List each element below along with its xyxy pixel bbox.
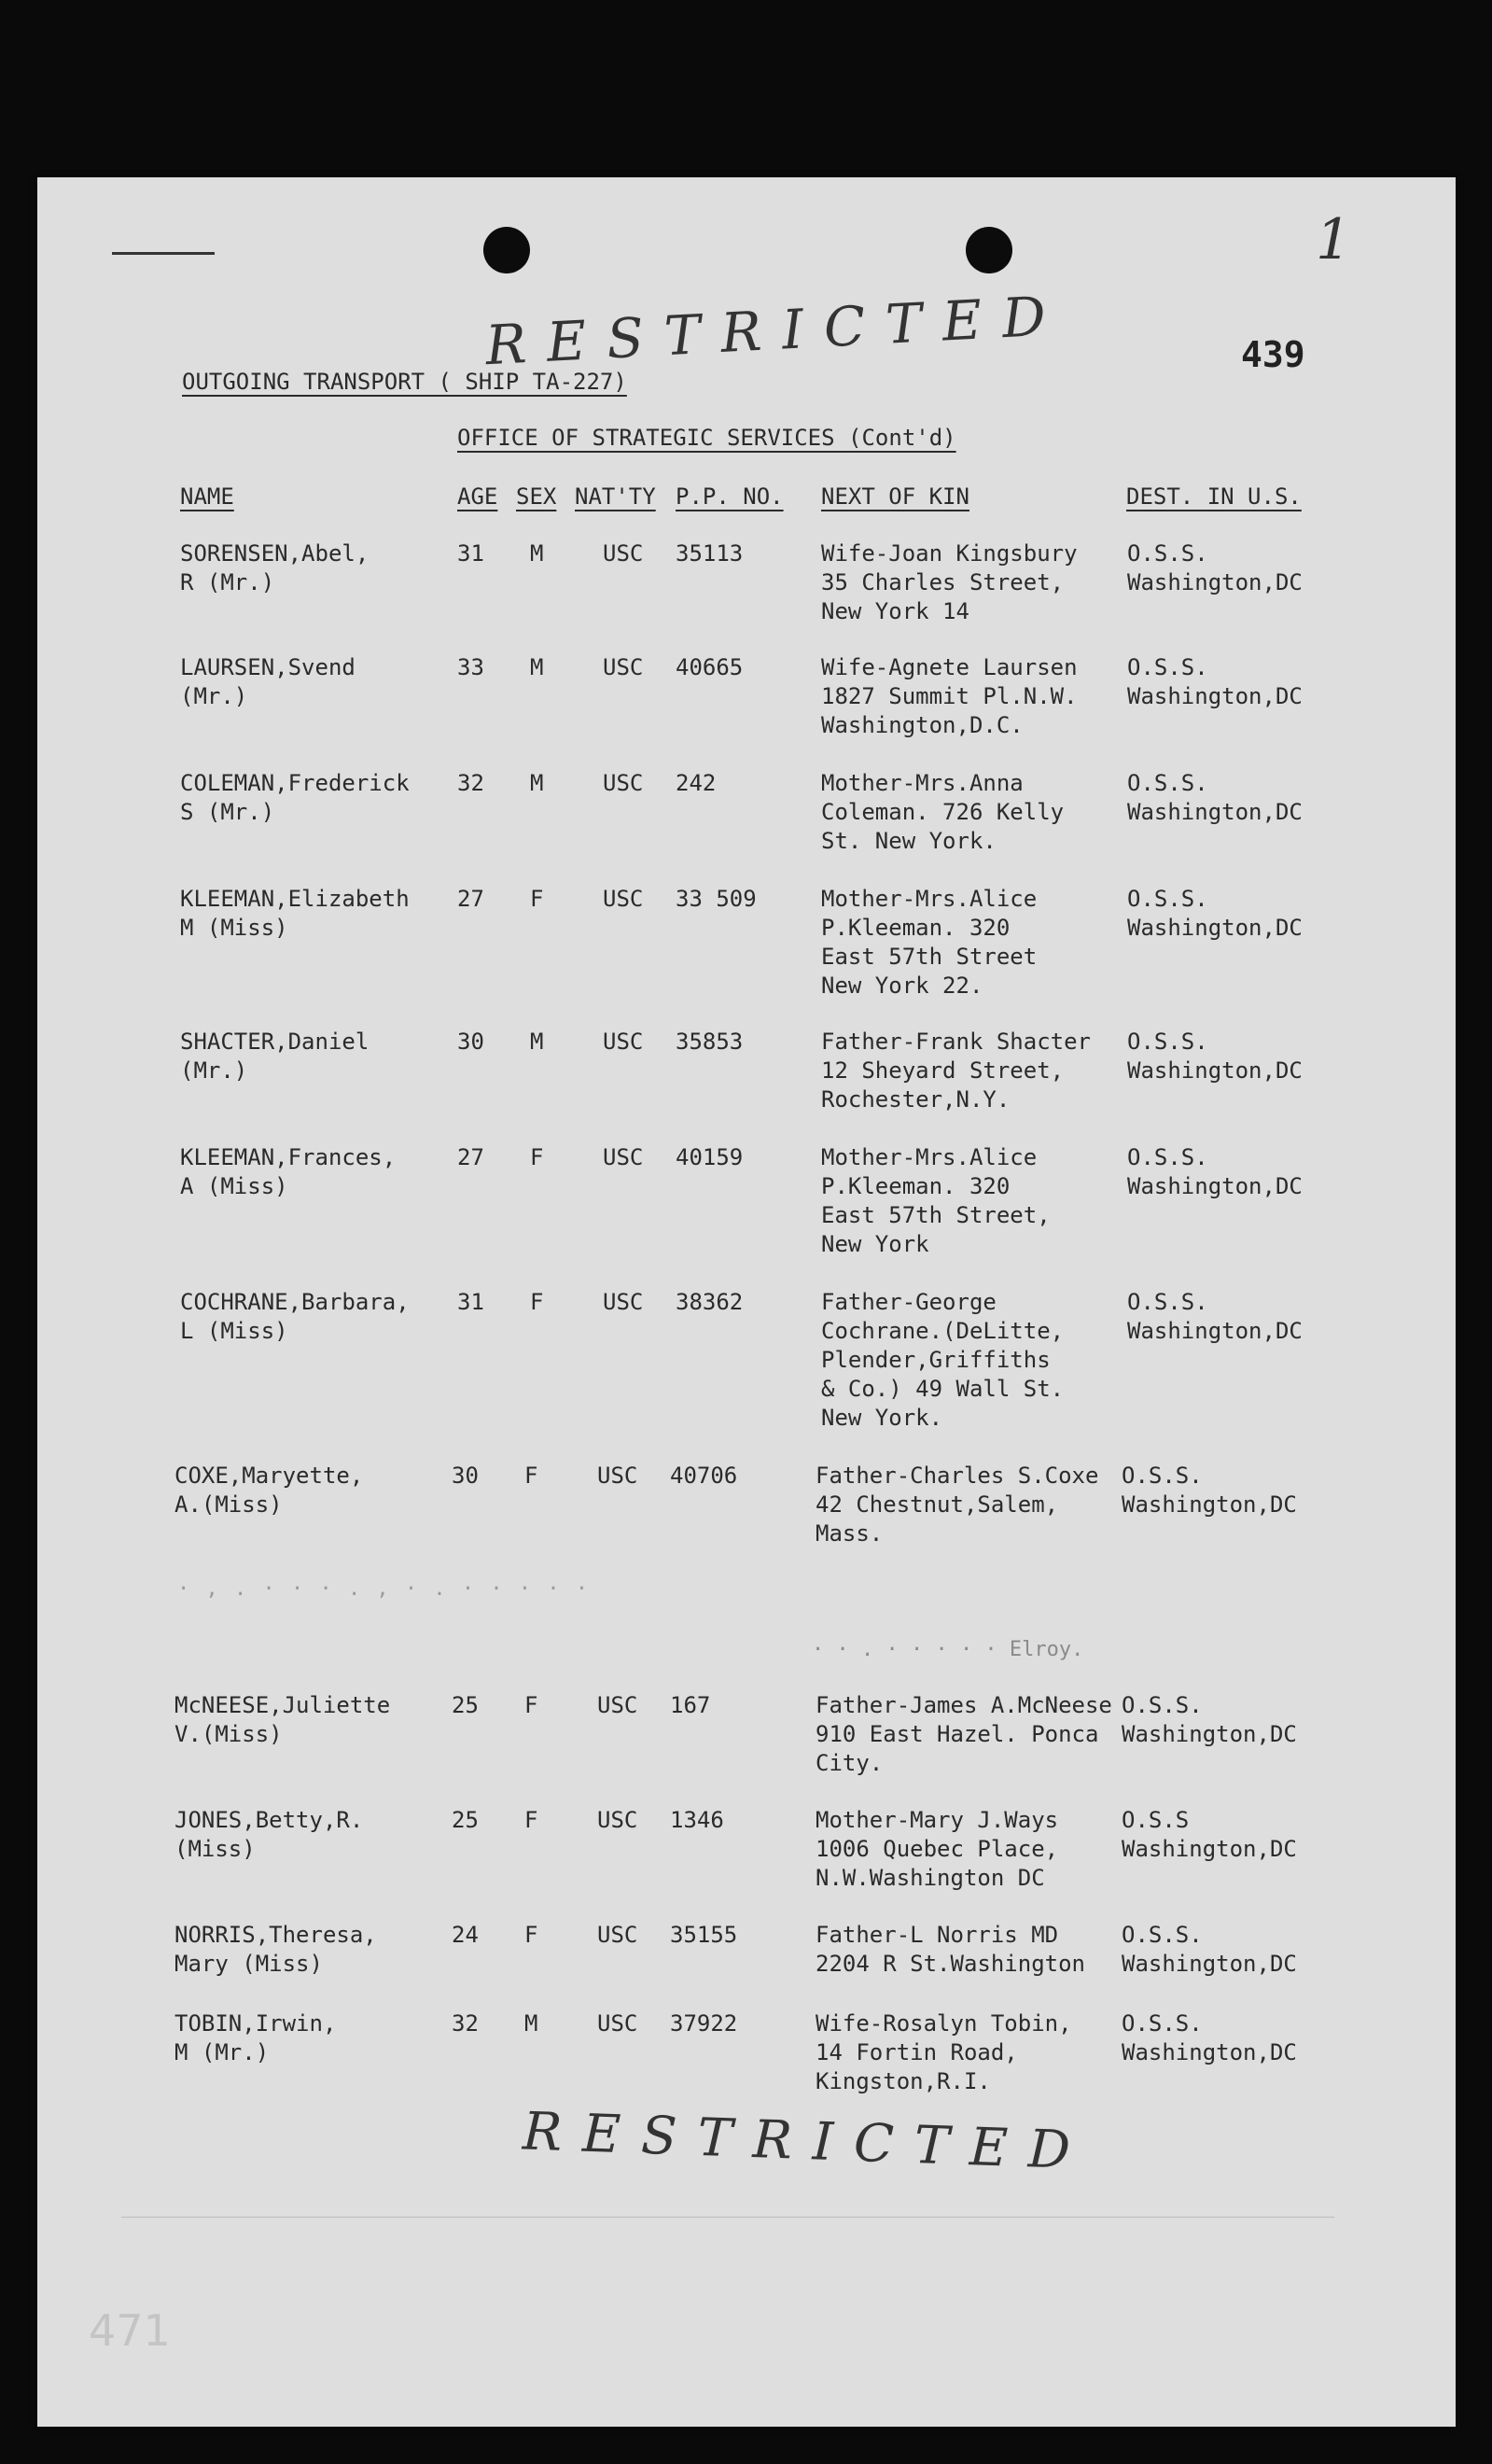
- passenger-destination: [1122, 2009, 1297, 2067]
- passenger-name: [180, 539, 369, 597]
- passenger-sex: M: [530, 770, 544, 796]
- passenger-next-of-kin: [816, 1806, 1058, 1893]
- passenger-age: 30: [452, 1463, 479, 1489]
- passenger-destination-line: O.S.S.: [1127, 540, 1208, 567]
- passenger-destination-line: O.S.S: [1122, 1807, 1190, 1833]
- passenger-next-of-kin-line: Mother-Mrs.Alice: [821, 1144, 1038, 1170]
- passenger-name-line: McNEESE,Juliette: [174, 1692, 391, 1718]
- passenger-name-line: COXE,Maryette,: [174, 1463, 364, 1489]
- passenger-next-of-kin-line: East 57th Street,: [821, 1202, 1051, 1228]
- passenger-next-of-kin-line: Father-Charles S.Coxe: [816, 1463, 1099, 1489]
- passenger-next-of-kin-line: P.Kleeman. 320: [821, 915, 1011, 941]
- passenger-next-of-kin-line: Wife-Rosalyn Tobin,: [816, 2010, 1072, 2037]
- page-number: 439: [1241, 334, 1305, 375]
- passenger-pp-no: 38362: [676, 1289, 744, 1315]
- passenger-next-of-kin-line: 35 Charles Street,: [821, 569, 1065, 595]
- column-header-age: AGE: [457, 483, 498, 510]
- passenger-name-line: COLEMAN,Frederick: [180, 770, 410, 796]
- section-title: OFFICE OF STRATEGIC SERVICES (Cont'd): [457, 425, 956, 451]
- column-header-nationality: NAT'TY: [575, 483, 656, 510]
- passenger-next-of-kin-line: Father-George: [821, 1289, 997, 1315]
- corner-mark: 1: [1316, 207, 1352, 273]
- passenger-name-line: M (Mr.): [174, 2039, 270, 2065]
- passenger-destination-line: Washington,DC: [1122, 1951, 1297, 1977]
- passenger-sex: M: [524, 2010, 538, 2037]
- passenger-next-of-kin-line: N.W.Washington DC: [816, 1865, 1045, 1891]
- restricted-stamp-top: RESTRICTED: [483, 283, 1068, 378]
- passenger-destination-line: O.S.S.: [1122, 2010, 1203, 2037]
- punch-hole-left: [483, 227, 530, 273]
- passenger-next-of-kin-line: New York 14: [821, 598, 969, 624]
- passenger-name: [174, 1462, 363, 1519]
- passenger-name-line: (Miss): [174, 1836, 256, 1862]
- passenger-name-line: JONES,Betty,R.: [174, 1807, 364, 1833]
- passenger-next-of-kin: [821, 1028, 1091, 1114]
- passenger-sex: F: [530, 886, 544, 912]
- passenger-name-line: NORRIS,Theresa,: [174, 1922, 377, 1948]
- passenger-name: [180, 1028, 369, 1085]
- passenger-age: 31: [457, 540, 484, 567]
- passenger-destination: [1127, 653, 1303, 711]
- passenger-name: [174, 1691, 390, 1749]
- passenger-name-line: SORENSEN,Abel,: [180, 540, 370, 567]
- passenger-next-of-kin-line: P.Kleeman. 320: [821, 1173, 1011, 1199]
- passenger-nationality: USC: [603, 1144, 644, 1170]
- pencil-mark: 471: [89, 2305, 171, 2356]
- passenger-destination: [1127, 769, 1303, 827]
- passenger-pp-no: 37922: [670, 2010, 738, 2037]
- passenger-name-line: COCHRANE,Barbara,: [180, 1289, 410, 1315]
- header-title: OUTGOING TRANSPORT ( SHIP TA-227): [182, 369, 627, 395]
- passenger-next-of-kin: [821, 1143, 1051, 1259]
- passenger-pp-no: 33 509: [676, 886, 757, 912]
- column-header-dest: DEST. IN U.S.: [1126, 483, 1302, 510]
- passenger-next-of-kin: [821, 885, 1037, 1001]
- passenger-next-of-kin-line: Father-James A.McNeese: [816, 1692, 1112, 1718]
- passenger-next-of-kin: [821, 653, 1078, 740]
- bottom-rule: [121, 2217, 1334, 2218]
- passenger-next-of-kin-line: Mother-Mary J.Ways: [816, 1807, 1059, 1833]
- passenger-next-of-kin-line: East 57th Street: [821, 944, 1038, 970]
- passenger-destination-line: Washington,DC: [1122, 1491, 1297, 1518]
- passenger-name-line: S (Mr.): [180, 799, 275, 825]
- passenger-destination: [1122, 1921, 1297, 1979]
- passenger-next-of-kin-line: Coleman. 726 Kelly: [821, 799, 1065, 825]
- passenger-name: [180, 653, 356, 711]
- passenger-next-of-kin-line: 1006 Quebec Place,: [816, 1836, 1059, 1862]
- passenger-name-line: KLEEMAN,Elizabeth: [180, 886, 410, 912]
- passenger-name: [180, 1288, 410, 1346]
- passenger-name-line: KLEEMAN,Frances,: [180, 1144, 397, 1170]
- passenger-pp-no: 167: [670, 1692, 711, 1718]
- passenger-destination: [1127, 1143, 1303, 1201]
- passenger-name-line: R (Mr.): [180, 569, 275, 595]
- passenger-age: 33: [457, 654, 484, 680]
- passenger-destination-line: Washington,DC: [1127, 1173, 1303, 1199]
- passenger-name: [174, 1921, 377, 1979]
- passenger-next-of-kin-line: Wife-Agnete Laursen: [821, 654, 1078, 680]
- passenger-name-line: Mary (Miss): [174, 1951, 323, 1977]
- passenger-sex: M: [530, 1029, 544, 1055]
- passenger-sex: F: [524, 1807, 538, 1833]
- passenger-pp-no: 35113: [676, 540, 744, 567]
- passenger-name-line: LAURSEN,Svend: [180, 654, 356, 680]
- passenger-next-of-kin-line: Cochrane.(DeLitte,: [821, 1318, 1065, 1344]
- passenger-next-of-kin-line: 14 Fortin Road,: [816, 2039, 1018, 2065]
- passenger-destination-line: Washington,DC: [1127, 799, 1303, 825]
- passenger-name-line: M (Miss): [180, 915, 288, 941]
- passenger-destination-line: O.S.S.: [1122, 1463, 1203, 1489]
- passenger-name-line: A (Miss): [180, 1173, 288, 1199]
- column-header-pp-no: P.P. NO.: [676, 483, 784, 510]
- passenger-next-of-kin-line: Washington,D.C.: [821, 712, 1024, 738]
- passenger-destination-line: Washington,DC: [1127, 1057, 1303, 1084]
- scribble-mark: [112, 252, 215, 255]
- passenger-age: 30: [457, 1029, 484, 1055]
- faded-row-text-2: · · . · · · · · Elroy.: [812, 1638, 1084, 1661]
- column-header-next-of-kin: NEXT OF KIN: [821, 483, 969, 510]
- passenger-age: 24: [452, 1922, 479, 1948]
- passenger-destination-line: Washington,DC: [1127, 569, 1303, 595]
- passenger-destination-line: O.S.S.: [1127, 1144, 1208, 1170]
- passenger-destination-line: Washington,DC: [1127, 683, 1303, 709]
- passenger-name-line: TOBIN,Irwin,: [174, 2010, 337, 2037]
- passenger-pp-no: 40159: [676, 1144, 744, 1170]
- passenger-pp-no: 40706: [670, 1463, 738, 1489]
- passenger-name: [180, 769, 410, 827]
- passenger-age: 31: [457, 1289, 484, 1315]
- passenger-destination: [1127, 539, 1303, 597]
- passenger-destination: [1127, 1288, 1303, 1346]
- passenger-next-of-kin-line: St. New York.: [821, 828, 997, 854]
- passenger-destination-line: O.S.S.: [1122, 1692, 1203, 1718]
- passenger-next-of-kin-line: New York: [821, 1231, 929, 1257]
- passenger-destination-line: Washington,DC: [1127, 915, 1303, 941]
- passenger-next-of-kin-line: & Co.) 49 Wall St.: [821, 1376, 1065, 1402]
- passenger-next-of-kin: [821, 769, 1064, 856]
- column-header-name: NAME: [180, 483, 234, 510]
- passenger-destination: [1122, 1806, 1297, 1864]
- passenger-age: 27: [457, 886, 484, 912]
- passenger-destination: [1122, 1462, 1297, 1519]
- passenger-next-of-kin-line: City.: [816, 1750, 884, 1776]
- passenger-name-line: SHACTER,Daniel: [180, 1029, 370, 1055]
- passenger-destination-line: Washington,DC: [1122, 1721, 1297, 1747]
- passenger-next-of-kin-line: Mother-Mrs.Alice: [821, 886, 1038, 912]
- passenger-destination-line: O.S.S.: [1127, 770, 1208, 796]
- passenger-destination-line: Washington,DC: [1122, 2039, 1297, 2065]
- passenger-name: [180, 885, 410, 943]
- passenger-next-of-kin-line: Father-L Norris MD: [816, 1922, 1059, 1948]
- passenger-next-of-kin-line: 12 Sheyard Street,: [821, 1057, 1065, 1084]
- passenger-name-line: L (Miss): [180, 1318, 288, 1344]
- passenger-destination-line: O.S.S.: [1122, 1922, 1203, 1948]
- passenger-age: 25: [452, 1692, 479, 1718]
- passenger-destination-line: O.S.S.: [1127, 1289, 1208, 1315]
- passenger-name-line: V.(Miss): [174, 1721, 283, 1747]
- passenger-next-of-kin-line: 910 East Hazel. Ponca: [816, 1721, 1099, 1747]
- passenger-next-of-kin-line: Rochester,N.Y.: [821, 1086, 1011, 1113]
- passenger-next-of-kin: [821, 1288, 1064, 1433]
- passenger-nationality: USC: [597, 2010, 638, 2037]
- passenger-nationality: USC: [603, 770, 644, 796]
- passenger-name-line: (Mr.): [180, 683, 248, 709]
- passenger-destination: [1122, 1691, 1297, 1749]
- passenger-next-of-kin: [816, 2009, 1072, 2096]
- passenger-age: 32: [452, 2010, 479, 2037]
- passenger-sex: M: [530, 654, 544, 680]
- passenger-next-of-kin-line: New York.: [821, 1405, 943, 1431]
- passenger-next-of-kin-line: 1827 Summit Pl.N.W.: [821, 683, 1078, 709]
- passenger-destination-line: O.S.S.: [1127, 886, 1208, 912]
- passenger-age: 25: [452, 1807, 479, 1833]
- passenger-next-of-kin-line: 2204 R St.Washington: [816, 1951, 1085, 1977]
- passenger-name: [174, 1806, 363, 1864]
- column-header-sex: SEX: [516, 483, 557, 510]
- passenger-nationality: USC: [597, 1807, 638, 1833]
- passenger-pp-no: 242: [676, 770, 717, 796]
- passenger-pp-no: 35155: [670, 1922, 738, 1948]
- faded-row-text: · , . · · · . , · . · · · · ·: [177, 1577, 591, 1601]
- punch-hole-right: [966, 227, 1012, 273]
- passenger-sex: F: [524, 1922, 538, 1948]
- passenger-next-of-kin-line: Wife-Joan Kingsbury: [821, 540, 1078, 567]
- passenger-name: [180, 1143, 396, 1201]
- passenger-sex: M: [530, 540, 544, 567]
- passenger-next-of-kin-line: Mother-Mrs.Anna: [821, 770, 1024, 796]
- passenger-age: 27: [457, 1144, 484, 1170]
- passenger-sex: F: [530, 1144, 544, 1170]
- passenger-nationality: USC: [603, 1029, 644, 1055]
- passenger-next-of-kin-line: Mass.: [816, 1520, 884, 1547]
- passenger-nationality: USC: [603, 540, 644, 567]
- passenger-next-of-kin: [816, 1462, 1098, 1548]
- passenger-pp-no: 40665: [676, 654, 744, 680]
- passenger-pp-no: 35853: [676, 1029, 744, 1055]
- passenger-pp-no: 1346: [670, 1807, 724, 1833]
- passenger-next-of-kin-line: 42 Chestnut,Salem,: [816, 1491, 1059, 1518]
- passenger-age: 32: [457, 770, 484, 796]
- passenger-name-line: (Mr.): [180, 1057, 248, 1084]
- passenger-destination: [1127, 1028, 1303, 1085]
- passenger-destination-line: Washington,DC: [1127, 1318, 1303, 1344]
- passenger-name: [174, 2009, 336, 2067]
- passenger-destination-line: O.S.S.: [1127, 654, 1208, 680]
- passenger-sex: F: [524, 1463, 538, 1489]
- passenger-next-of-kin: [816, 1921, 1085, 1979]
- passenger-destination: [1127, 885, 1303, 943]
- passenger-destination-line: Washington,DC: [1122, 1836, 1297, 1862]
- passenger-nationality: USC: [603, 1289, 644, 1315]
- passenger-next-of-kin: [816, 1691, 1112, 1778]
- passenger-nationality: USC: [603, 886, 644, 912]
- passenger-name-line: A.(Miss): [174, 1491, 283, 1518]
- passenger-sex: F: [524, 1692, 538, 1718]
- passenger-next-of-kin-line: Plender,Griffiths: [821, 1347, 1051, 1373]
- passenger-next-of-kin-line: Kingston,R.I.: [816, 2068, 991, 2094]
- passenger-next-of-kin: [821, 539, 1078, 626]
- restricted-stamp-bottom: RESTRICTED: [522, 2101, 1092, 2182]
- passenger-next-of-kin-line: New York 22.: [821, 973, 983, 999]
- passenger-next-of-kin-line: Father-Frank Shacter: [821, 1029, 1091, 1055]
- passenger-destination-line: O.S.S.: [1127, 1029, 1208, 1055]
- passenger-sex: F: [530, 1289, 544, 1315]
- passenger-nationality: USC: [597, 1922, 638, 1948]
- passenger-nationality: USC: [603, 654, 644, 680]
- passenger-nationality: USC: [597, 1463, 638, 1489]
- passenger-nationality: USC: [597, 1692, 638, 1718]
